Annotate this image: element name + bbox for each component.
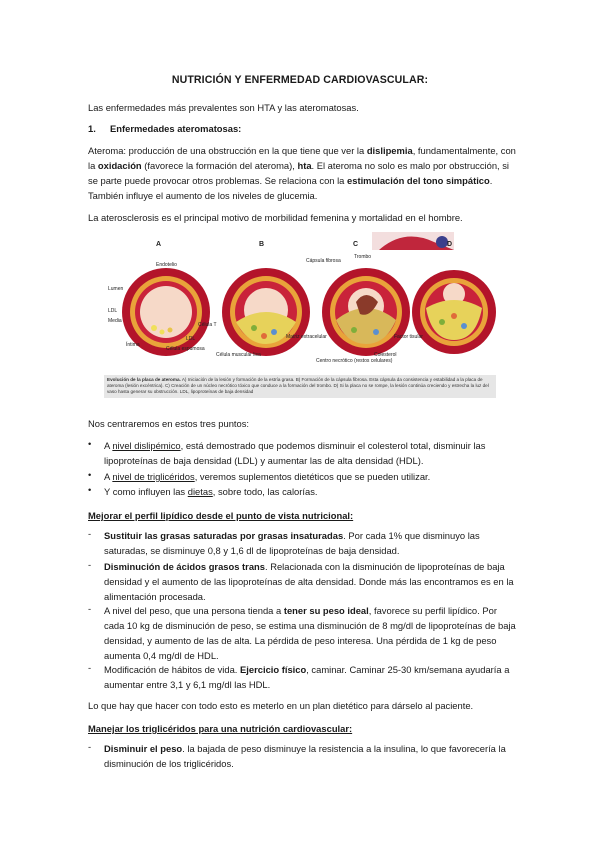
dash-marker: - bbox=[88, 662, 92, 673]
label-celula-espumosa: Célula espumosa bbox=[166, 346, 205, 352]
panel-label-a: A bbox=[156, 241, 162, 248]
underlined-term: dietas bbox=[187, 486, 213, 497]
label-colesterol: Colesterol bbox=[374, 352, 397, 358]
dash-item bbox=[88, 662, 518, 692]
label-centro: Centro necrótico (restos celulares) bbox=[316, 358, 393, 364]
dash-item bbox=[88, 528, 518, 558]
label-media: Media bbox=[108, 318, 122, 324]
bullet-item bbox=[88, 438, 518, 468]
label-celula-muscular: Célula muscular lisa bbox=[216, 352, 261, 358]
morbilidad-paragraph: La aterosclerosis es el principal motivo de morbilidad femenina y mortalidad en el hombre. bbox=[88, 212, 463, 223]
atheroma-figure bbox=[104, 232, 496, 398]
text-run: Ejercicio físico bbox=[240, 664, 307, 675]
label-capsula: Cápsula fibrosa bbox=[306, 258, 341, 264]
text-run: Sustituir las grasas saturadas por grasas insaturadas bbox=[104, 530, 344, 541]
mejorar-heading: Mejorar el perfil lipídico desde el punto de vista nutricional: bbox=[88, 510, 354, 521]
label-celula-t: Célula T bbox=[198, 322, 217, 328]
triglic-heading: Manejar los triglicéridos para una nutrición cardiovascular: bbox=[88, 723, 353, 734]
text-run: A bbox=[104, 471, 113, 482]
centraremos-paragraph: Nos centraremos en estos tres puntos: bbox=[88, 418, 250, 429]
text-run: Y como influyen las bbox=[104, 486, 188, 497]
text-run: . Relacionada con la disminución de lipoproteínas de baja densidad y el aumento de las lipoproteínas de alta densidad. Donde más las encontramos es en la alimentación procesada. bbox=[104, 561, 514, 602]
bullet-marker: • bbox=[88, 469, 92, 480]
text-run: Modificación de hábitos de vida. bbox=[104, 664, 241, 675]
figure-caption bbox=[104, 375, 496, 398]
intro-paragraph: Las enfermedades más prevalentes son HTA y las ateromatosas. bbox=[88, 102, 359, 113]
text-run: Disminuir el peso bbox=[104, 743, 183, 754]
panel-label-d: D bbox=[447, 241, 453, 248]
dash-item bbox=[88, 559, 518, 604]
artery-panel-d bbox=[412, 270, 496, 354]
underlined-term: nivel dislipémico bbox=[112, 440, 181, 451]
section-heading-text: Enfermedades ateromatosas: bbox=[110, 123, 242, 134]
text-run: (favorece la formación del ateroma), bbox=[141, 160, 298, 171]
underlined-term: nivel de triglicéridos bbox=[112, 471, 195, 482]
dash-marker: - bbox=[88, 741, 92, 752]
dash-marker: - bbox=[88, 528, 92, 539]
label-factor: Factor tisular bbox=[394, 334, 423, 340]
text-run: , favorece su perfil lipídico. Por cada 10 kg de disminución de peso, se estima una disminución de 8 mg/dl de lipoproteínas de baja densidad, y aumento de las de alta. La pérdida de peso interesa. Una pérdida de 1 kg de peso aumenta 0,4 mg/dl de HDL. bbox=[104, 605, 516, 661]
caption-text: A) Iniciación de la lesión y formación de la estría grasa. B) Formación de la cápsula fibrosa. Esta cápsula da consistencia y estabilidad a la placa de ateroma (lesión excéntrica). C) Creación de un núcleo necrótico tóxico que conduce a la formación del trombo. D) Si la placa no se rompe, la lesión continúa creciendo y estrecha la luz del vaso hasta generar su obstrucción. LDL, lipoproteínas de baja densidad bbox=[107, 377, 489, 394]
label-lumen: Lumen bbox=[108, 286, 124, 292]
text-run: , veremos suplementos dietéticos que se pueden utilizar. bbox=[194, 471, 431, 482]
bullet-marker: • bbox=[88, 438, 92, 449]
label-trombo: Trombo bbox=[354, 254, 372, 260]
text-run: , está demostrado que podemos disminuir el colesterol total, disminuir las lipoproteínas de baja densidad (LDL) y aumentar las de alta densidad (HDL). bbox=[104, 440, 486, 466]
label-ldl2: LDL bbox=[186, 336, 196, 342]
text-run: . Por cada 1% que disminuyo las saturadas, se disminuye 0,8 y 1,6 dl de lipoproteínas de baja densidad. bbox=[104, 530, 480, 556]
dash-item bbox=[88, 603, 518, 663]
text-run: . El ateroma no solo es malo por obstrucción, si se parte puede provocar otros problemas. Se relaciona con la bbox=[88, 160, 510, 186]
bullet-marker: • bbox=[88, 484, 92, 495]
conclusion-paragraph: Lo que hay que hacer con todo esto es meterlo en un plan dietético para dárselo al paciente. bbox=[88, 700, 474, 711]
text-run: , fundamentalmente, con la bbox=[88, 145, 516, 171]
text-run: . También influye el aumento de los niveles de glucemia. bbox=[88, 175, 493, 201]
dash-marker: - bbox=[88, 559, 92, 570]
text-run: oxidación bbox=[97, 160, 142, 171]
dash-item bbox=[88, 741, 518, 771]
text-run: A bbox=[104, 440, 113, 451]
panel-label-b: B bbox=[259, 241, 265, 248]
label-intima: Íntima bbox=[126, 342, 140, 348]
text-run: , sobre todo, las calorías. bbox=[212, 486, 318, 497]
ateroma-paragraph bbox=[88, 143, 518, 203]
text-run: Ateroma: producción de una obstrucción en la que tiene que ver la bbox=[88, 145, 367, 156]
text-run: estimulación del tono simpático bbox=[347, 175, 490, 186]
text-run: . la bajada de peso disminuye la resistencia a la insulina, lo que favorecería la disminución de los triglicéridos. bbox=[104, 743, 506, 769]
text-run: , caminar. Caminar 25-30 km/semana ayudaría a aumentar entre 3,1 y 6,1 mg/dl las HDL. bbox=[104, 664, 510, 690]
text-run: dislipemia bbox=[366, 145, 413, 156]
page-title: NUTRICIÓN Y ENFERMEDAD CARDIOVASCULAR: bbox=[171, 74, 429, 86]
bullet-item bbox=[88, 469, 518, 484]
panel-label-c: C bbox=[353, 241, 359, 248]
label-matriz: Matriz extracelular bbox=[286, 334, 327, 340]
artery-panel-b bbox=[222, 268, 310, 356]
text-run: hta bbox=[297, 160, 312, 171]
caption-title: Evolución de la placa de ateroma. bbox=[107, 377, 181, 382]
section-number: 1. bbox=[88, 123, 96, 134]
text-run: Disminución de ácidos grasos trans bbox=[104, 561, 265, 572]
bullet-item bbox=[88, 484, 518, 499]
text-run: A nivel del peso, que una persona tienda a bbox=[104, 605, 284, 616]
label-ldl: LDL bbox=[108, 308, 118, 314]
artery-panel-c bbox=[322, 268, 410, 356]
section-heading-1 bbox=[88, 123, 518, 134]
dash-marker: - bbox=[88, 603, 92, 614]
label-endotelio: Endotelio bbox=[156, 262, 177, 268]
text-run: tener su peso ideal bbox=[283, 605, 369, 616]
